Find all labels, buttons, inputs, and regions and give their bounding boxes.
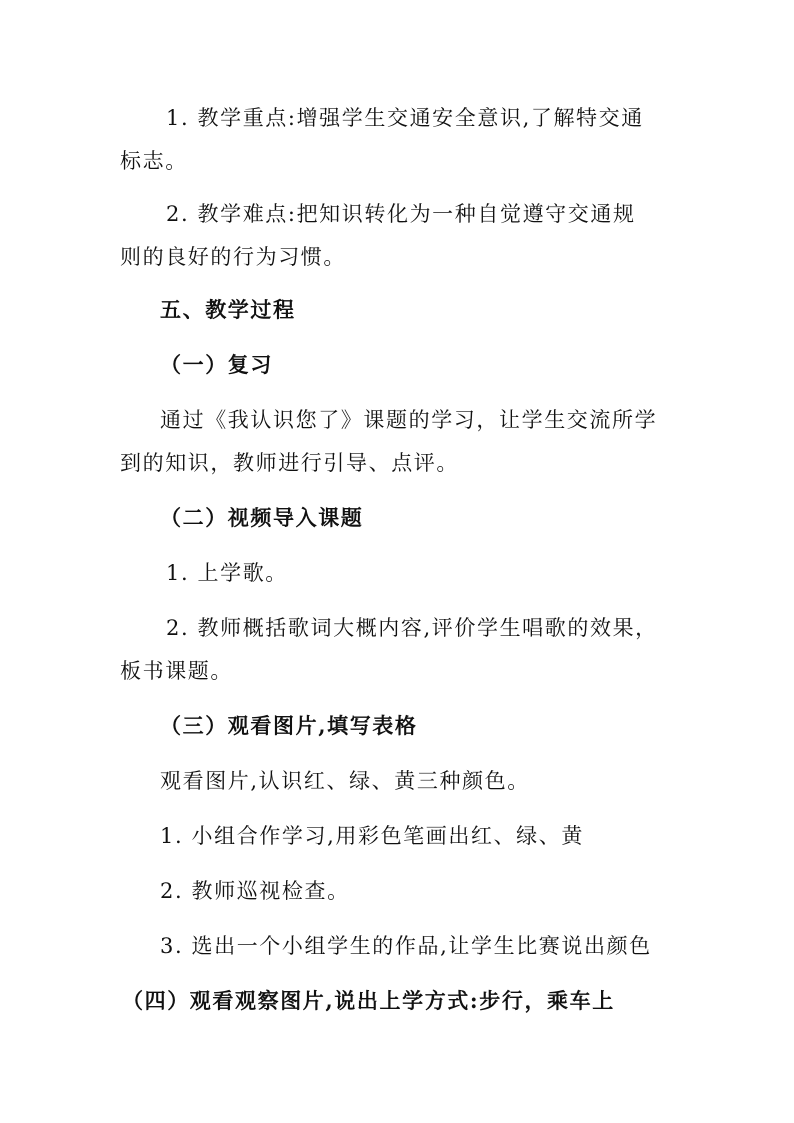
video-step-2-line-1: 2. 教师概括歌词大概内容,评价学生唱歌的效果，: [166, 616, 658, 640]
pictures-step-2: 2. 教师巡视检查。: [160, 879, 350, 903]
review-paragraph-line-1: 通过《我认识您了》课题的学习，让学生交流所学: [160, 408, 658, 432]
review-paragraph-line-2: 到的知识，教师进行引导、点评。: [120, 451, 459, 475]
subheading-view-pictures: （三）观看图片,填写表格: [160, 713, 418, 738]
pictures-step-3: 3. 选出一个小组学生的作品,让学生比赛说出颜色: [160, 934, 652, 958]
key-point-line-2: 标志。: [120, 149, 188, 173]
subheading-observe-travel: （四）观看观察图片,说出上学方式:步行，乘车上: [122, 988, 615, 1013]
key-point-line-1: 1. 教学重点:增强学生交通安全意识,了解特交通: [166, 106, 644, 130]
difficulty-line-2: 则的良好的行为习惯。: [120, 245, 346, 269]
pictures-intro: 观看图片,认识红、绿、黄三种颜色。: [160, 769, 530, 793]
difficulty-line-1: 2. 教学难点:把知识转化为一种自觉遵守交通规: [166, 202, 636, 226]
subheading-video-intro: （二）视频导入课题: [160, 505, 364, 530]
subheading-review: （一）复习: [160, 352, 273, 377]
video-step-1: 1. 上学歌。: [166, 561, 288, 585]
video-step-2-line-2: 板书课题。: [120, 659, 233, 683]
pictures-step-1: 1. 小组合作学习,用彩色笔画出红、绿、黄: [160, 824, 584, 848]
section-heading-teaching-process: 五、教学过程: [160, 297, 296, 322]
